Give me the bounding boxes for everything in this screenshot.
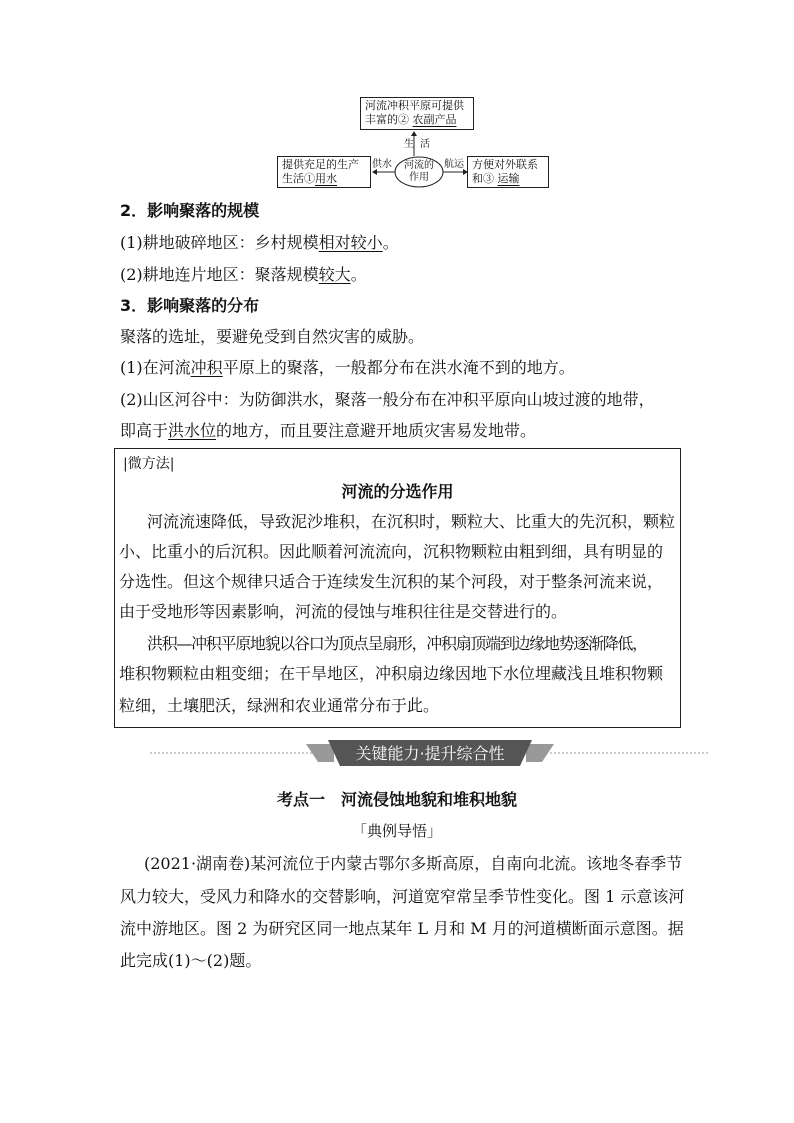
diagram-answer-2: 农副产品 [412,113,457,126]
diagram-left-line2a: 生活① [282,172,315,185]
banner-text: 关键能力·提升综合性 [355,744,505,763]
exam-heading: 考点一 河流侵蚀地貌和堆积地貌 [276,790,517,809]
section3-item2-answer: 洪水位 [168,421,217,440]
exam-line3: 流中游地区。图 2 为研究区同一地点某年 L 月和 M 月的河道横断面示意图。据 [120,919,684,938]
diagram-left-box [277,156,371,188]
diagram-center-line2: 作用 [409,172,429,183]
section2-item1-answer: 相对较小 [318,233,383,252]
method-p2-line3: 粒细，土壤肥沃，绿洲和农业通常分布于此。 [119,696,440,715]
diagram-right-box [467,156,549,188]
diagram-left-line1: 提供充足的生产 [282,158,359,171]
method-tag: |微方法| [123,456,175,472]
diagram-label-left: 供水 [372,159,392,170]
exam-line1: (2021·湖南卷)某河流位于内蒙古鄂尔多斯高原，自南向北流。该地冬春季节 [144,854,683,873]
exam-line4: 此完成(1)～(2)题。 [120,951,262,970]
method-p2-line2: 堆积物颗粒由粗变细；在干旱地区，冲积扇边缘因地下水位埋藏浅且堆积物颗 [119,664,664,683]
section2-item1: (1)耕地破碎地区：乡村规模相对较小。 [120,233,399,252]
diagram-top-line2a: 丰富的② [365,113,409,126]
method-p1-line4: 由于受地形等因素影响，河流的侵蚀与堆积往往是交替进行的。 [119,602,568,621]
method-p2-line1: 洪积—冲积平原地貌以谷口为顶点呈扇形，冲积扇顶端到边缘地势逐渐降低， [147,634,647,653]
method-panel [114,448,681,728]
diagram-answer-3: 运输 [497,172,520,185]
method-p1-line3: 分选性。但这个规律只适合于连续发生沉积的某个河段，对于整条河流来说， [119,572,664,591]
section3-item2-line2: 即高于洪水位的地方，而且要注意避开地质灾害易发地带。 [120,421,537,440]
section3-item1: (1)在河流冲积平原上的聚落，一般都分布在洪水淹不到的地方。 [120,358,575,377]
diagram-right-line2a: 和③ [472,172,494,185]
method-p1-line2: 小、比重小的后沉积。因此顺着河流流向，沉积物颗粒由粗到细，具有明显的 [119,542,664,561]
diagram-label-top-1: 生 [404,139,414,150]
exam-subheading: 「典例导悟」 [351,822,442,840]
diagram-center-line1: 河流的 [404,160,434,171]
exam-line2: 风力较大，受风力和降水的交替影响，河道宽窄常呈季节性变化。图 1 示意该河 [120,887,685,906]
section2-item2-answer: 较大 [318,265,351,284]
diagram-answer-1: 用水 [315,172,337,185]
diagram-label-right: 航运 [444,159,464,170]
section3-item1-answer: 冲积 [190,358,223,377]
section2-heading: 2．影响聚落的规模 [120,201,260,220]
diagram-top-line1: 河流冲积平原可提供 [365,99,464,112]
diagram-right-line1: 方便对外联系 [472,158,538,171]
section3-intro: 聚落的选址，要避免受到自然灾害的威胁。 [120,327,425,346]
method-title: 河流的分选作用 [341,482,454,501]
section2-item2: (2)耕地连片地区：聚落规模较大。 [120,265,367,284]
method-p1-line1: 河流流速降低，导致泥沙堆积，在沉积时，颗粒大、比重大的先沉积，颗粒 [147,512,676,531]
diagram-label-top-2: 活 [420,139,430,150]
section3-item2-line1: (2)山区河谷中：为防御洪水，聚落一般分布在冲积平原向山坡过渡的地带， [120,390,655,409]
diagram-center [396,160,442,184]
section3-heading: 3．影响聚落的分布 [120,296,260,315]
